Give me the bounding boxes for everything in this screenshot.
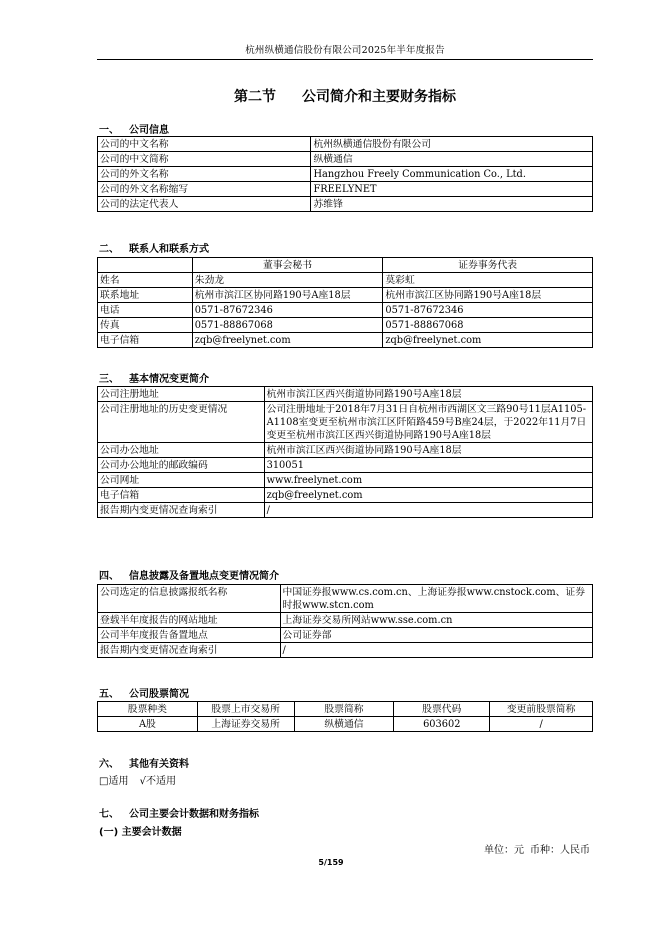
- table-row: 联系地址 杭州市滨江区协同路190号A座18层 杭州市滨江区协同路190号A座18层: [98, 288, 593, 303]
- chapter-heading: 公司简介和主要财务指标: [302, 89, 456, 105]
- table-row: 电子信箱 zqb@freelynet.com zqb@freelynet.com: [98, 333, 593, 348]
- table-row: 登载半年度报告的网站地址 上海证券交易所网站www.sse.com.cn: [98, 613, 593, 628]
- company-info-table: [97, 136, 593, 212]
- disclosure-table: [97, 584, 593, 658]
- table-row: 公司的中文名称 杭州纵横通信股份有限公司: [98, 137, 593, 152]
- chapter-title: [97, 86, 593, 106]
- table-row: 公司办公地址 杭州市滨江区西兴街道协同路190号A座18层: [98, 443, 593, 458]
- table-row: 电子信箱 zqb@freelynet.com: [98, 488, 593, 503]
- stock-table: [97, 701, 593, 732]
- applicability-options: [99, 772, 176, 787]
- table-header-row: 董事会秘书 证券事务代表: [98, 258, 593, 273]
- table-row: 公司注册地址 杭州市滨江区西兴街道协同路190号A座18层: [98, 387, 593, 402]
- running-header: 杭州纵横通信股份有限公司2025年半年度报告: [245, 45, 445, 56]
- not-applicable-option: √不适用: [139, 776, 177, 787]
- table-row: 公司的法定代表人 苏维锋: [98, 197, 593, 212]
- table-row: 公司选定的信息披露报纸名称 中国证券报www.cs.com.cn、上海证券报www.cnstock.com、证券时报www.stcn.com: [98, 585, 593, 613]
- company-info-heading: 一、 公司信息: [99, 125, 169, 136]
- table-row: 报告期内变更情况查询索引 /: [98, 503, 593, 518]
- table-row: 公司注册地址的历史变更情况 公司注册地址于2018年7月31日自杭州市西湖区文三路90号11层A1105-A1108室变更至杭州市滨江区阡陌路459号B座24层，于2022年11月7日变更至杭州市滨江区西兴街道协同路190号A座18层: [98, 402, 593, 443]
- table-row: 电话 0571-87672346 0571-87672346: [98, 303, 593, 318]
- table-row: 公司办公地址的邮政编码 310051: [98, 458, 593, 473]
- basic-changes-heading: 三、 基本情况变更简介: [99, 374, 209, 385]
- key-accounting-data-subheading: (一) 主要会计数据: [99, 827, 182, 838]
- unit-currency-line: [484, 841, 590, 856]
- table-row: A股 上海证券交易所 纵横通信 603602 /: [98, 717, 593, 732]
- table-row: 公司的中文简称 纵横通信: [98, 152, 593, 167]
- table-row: 报告期内变更情况查询索引 /: [98, 643, 593, 658]
- page-number: 5/159: [318, 858, 344, 867]
- table-row: 公司半年度报告备置地点 公司证券部: [98, 628, 593, 643]
- stock-heading: 五、 公司股票简况: [99, 689, 189, 700]
- table-row: 公司网址 www.freelynet.com: [98, 473, 593, 488]
- key-financials-heading: 七、 公司主要会计数据和财务指标: [99, 809, 259, 820]
- table-row: 传真 0571-88867068 0571-88867068: [98, 318, 593, 333]
- contacts-heading: 二、 联系人和联系方式: [99, 244, 209, 255]
- basic-changes-table: [97, 386, 593, 518]
- unit-label: 单位：元: [484, 845, 524, 856]
- table-header-row: 股票种类 股票上市交易所 股票简称 股票代码 变更前股票简称: [98, 702, 593, 717]
- table-row: 姓名 朱劲龙 莫彩虹: [98, 273, 593, 288]
- disclosure-heading: 四、 信息披露及备置地点变更情况简介: [99, 571, 279, 582]
- header-rule: [97, 59, 593, 60]
- contacts-table: [97, 257, 593, 348]
- table-row: 公司的外文名称缩写 FREELYNET: [98, 182, 593, 197]
- applicable-option: □适用: [99, 776, 129, 787]
- currency-label: 币种：人民币: [530, 845, 590, 856]
- table-row: 公司的外文名称 Hangzhou Freely Communication Co., Ltd.: [98, 167, 593, 182]
- other-info-heading: 六、 其他有关资料: [99, 759, 189, 770]
- chapter-number: 第二节: [234, 89, 276, 105]
